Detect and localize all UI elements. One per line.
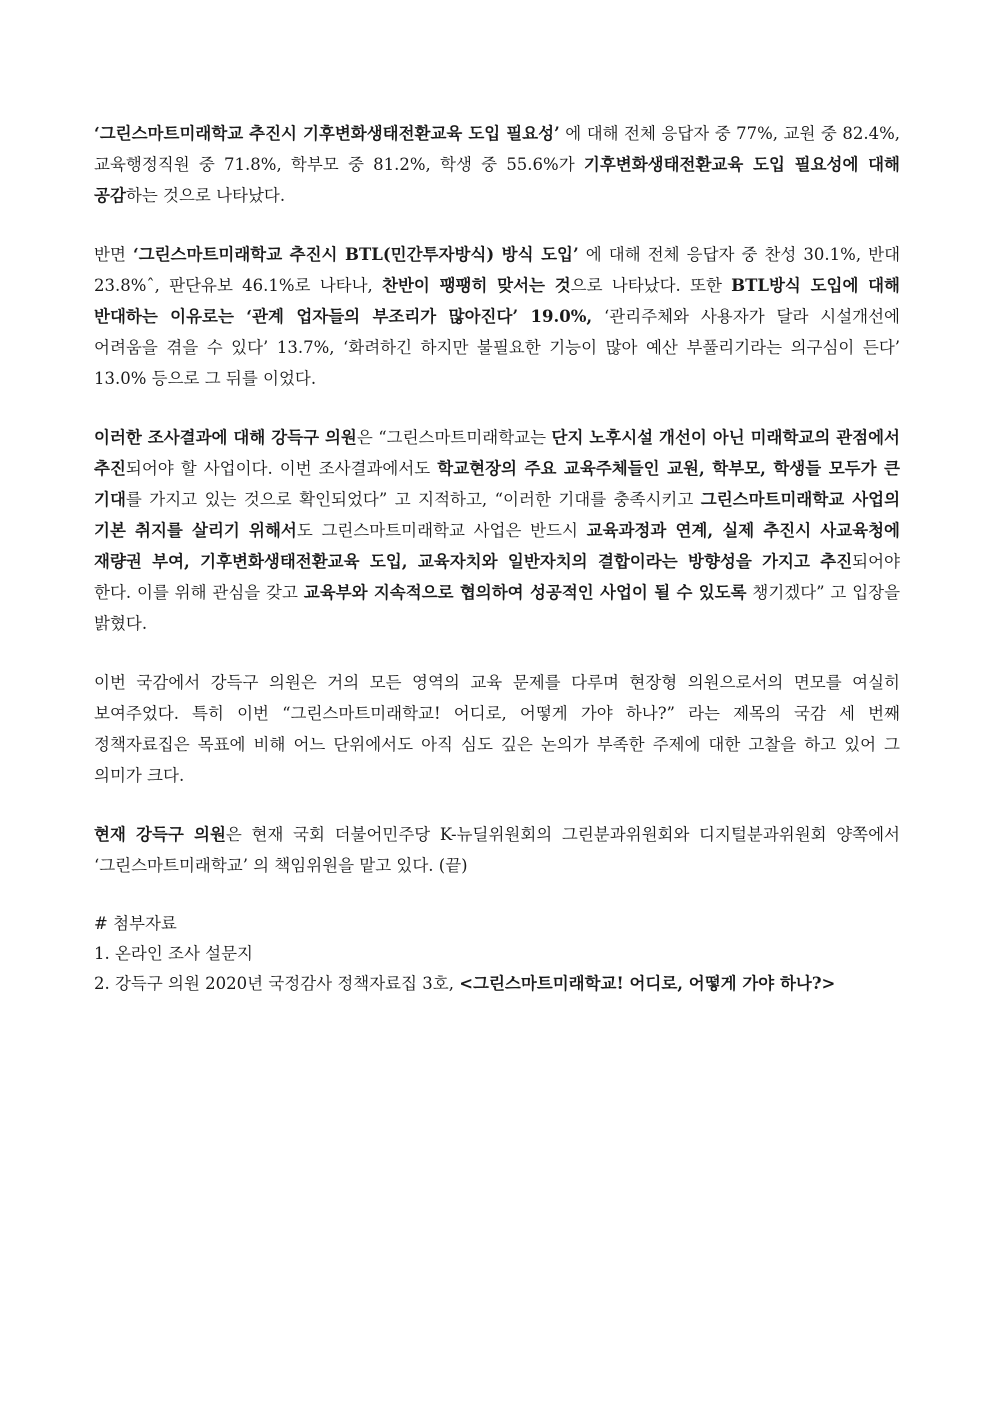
bold-text-segment: 교육부와 지속적으로 협의하여 성공적인 사업이 될 수 있도록 xyxy=(303,583,747,602)
paragraph-survey-climate xyxy=(94,118,900,211)
bold-text-segment: ‘그린스마트미래학교 추진시 BTL(민간투자방식) 방식 도입’ xyxy=(132,245,579,264)
text-segment: 은 “그린스마트미래학교는 xyxy=(356,428,552,447)
text-segment: 으로 나타났다. 또한 xyxy=(570,276,732,295)
bold-text-segment: 학교현장의 주요 교육주체들인 교원, 학부모, 학생들 모두가 큰 기대 xyxy=(94,459,900,509)
text-segment: 이번 국감에서 강득구 의원은 거의 모든 영역의 교육 문제를 다루며 현장형 의원으로서의 면모를 여실히 보여주었다. 특히 이번 “그린스마트미래학교! 어디로, 어떻게 가야 하나?” 라는 제목의 국감 세 번째 정책자료집은 목표에 비해 어느 단위에서도 아직 심도 깊은 논의가 부족한 주제에 대한 고찰을 하고 있어 그 의미가 크다. xyxy=(94,673,900,785)
bold-text-segment: 기후변화생태전환교육 도입 필요성에 대해 공감 xyxy=(94,155,900,205)
bold-text-segment: 교육과정과 연계, 실제 추진시 사교육청에 재량권 부여, 기후변화생태전환교육 도입, 교육자치와 일반자치의 결합이라는 방향성을 가지고 추진 xyxy=(94,521,901,571)
bold-text-segment: 찬반이 팽팽히 맞서는 것 xyxy=(382,276,571,295)
text-segment: 되어야 할 사업이다. 이번 조사결과에서도 xyxy=(125,459,438,478)
text-segment: 에 대해 전체 응답자 중 77%, 교원 중 82.4%, 교육행정직원 중 71.8%, 학부모 중 81.2%, 학생 중 55.6%가 xyxy=(94,124,900,174)
text-segment: 하는 것으로 나타났다. xyxy=(125,186,286,205)
paragraph-current-role xyxy=(94,819,900,881)
text-segment: 도 그린스마트미래학교 사업은 반드시 xyxy=(296,521,587,540)
attachments-section xyxy=(94,909,900,999)
text-segment: 에 대해 전체 응답자 중 찬성 30.1%, 반대 23.8%ˆ, 판단유보 46.1%로 나타나, xyxy=(94,245,901,295)
text-segment: 은 현재 국회 더불어민주당 K-뉴딜위원회의 그린분과위원회와 디지털분과위원회 양쪽에서 ‘그린스마트미래학교’ 의 책임위원을 맡고 있다. (끝) xyxy=(94,825,900,875)
paragraph-survey-btl xyxy=(94,239,900,394)
bold-text-segment: 그린스마트미래학교 사업의 기본 취지를 살리기 위해서 xyxy=(94,490,901,540)
paragraph-policy-booklet xyxy=(94,667,900,791)
text-segment: ‘관리주체와 사용자가 달라 시설개선에 어려움을 겪을 수 있다’ 13.7%, ‘화려하긴 하지만 불필요한 기능이 많아 예산 부풀리기라는 의구심이 든다’ 13.0% 등으로 그 뒤를 이었다. xyxy=(94,307,900,388)
text-segment: 챙기겠다” 고 입장을 밝혔다. xyxy=(94,583,901,633)
attachments-heading: # 첨부자료 xyxy=(94,914,177,933)
attachment-item-2-prefix: 2. 강득구 의원 2020년 국정감사 정책자료집 3호, xyxy=(94,974,460,993)
attachment-item-2-title: <그린스마트미래학교! 어디로, 어떻게 가야 하나?> xyxy=(459,974,836,993)
bold-text-segment: 이러한 조사결과에 대해 강득구 의원 xyxy=(94,428,357,447)
bold-text-segment: ‘그린스마트미래학교 추진시 기후변화생태전환교육 도입 필요성’ xyxy=(94,124,560,143)
text-segment: 되어야 한다. 이를 위해 관심을 갖고 xyxy=(94,552,900,602)
attachment-item-1: 1. 온라인 조사 설문지 xyxy=(94,944,253,963)
text-segment: 반면 xyxy=(94,245,133,264)
attachment-item-2 xyxy=(94,969,900,999)
bold-text-segment: 현재 강득구 의원 xyxy=(94,825,226,844)
paragraph-lawmaker-statement xyxy=(94,422,900,639)
document-page xyxy=(94,118,900,999)
bold-text-segment: 단지 노후시설 개선이 아닌 미래학교의 관점에서 추진 xyxy=(94,428,900,478)
bold-text-segment: BTL방식 도입에 대해 반대하는 이유로는 ‘관계 업자들의 부조리가 많아진다’ 19.0%, xyxy=(94,276,900,326)
text-segment: 를 가지고 있는 것으로 확인되었다” 고 지적하고, “이러한 기대를 충족시키고 xyxy=(125,490,701,509)
